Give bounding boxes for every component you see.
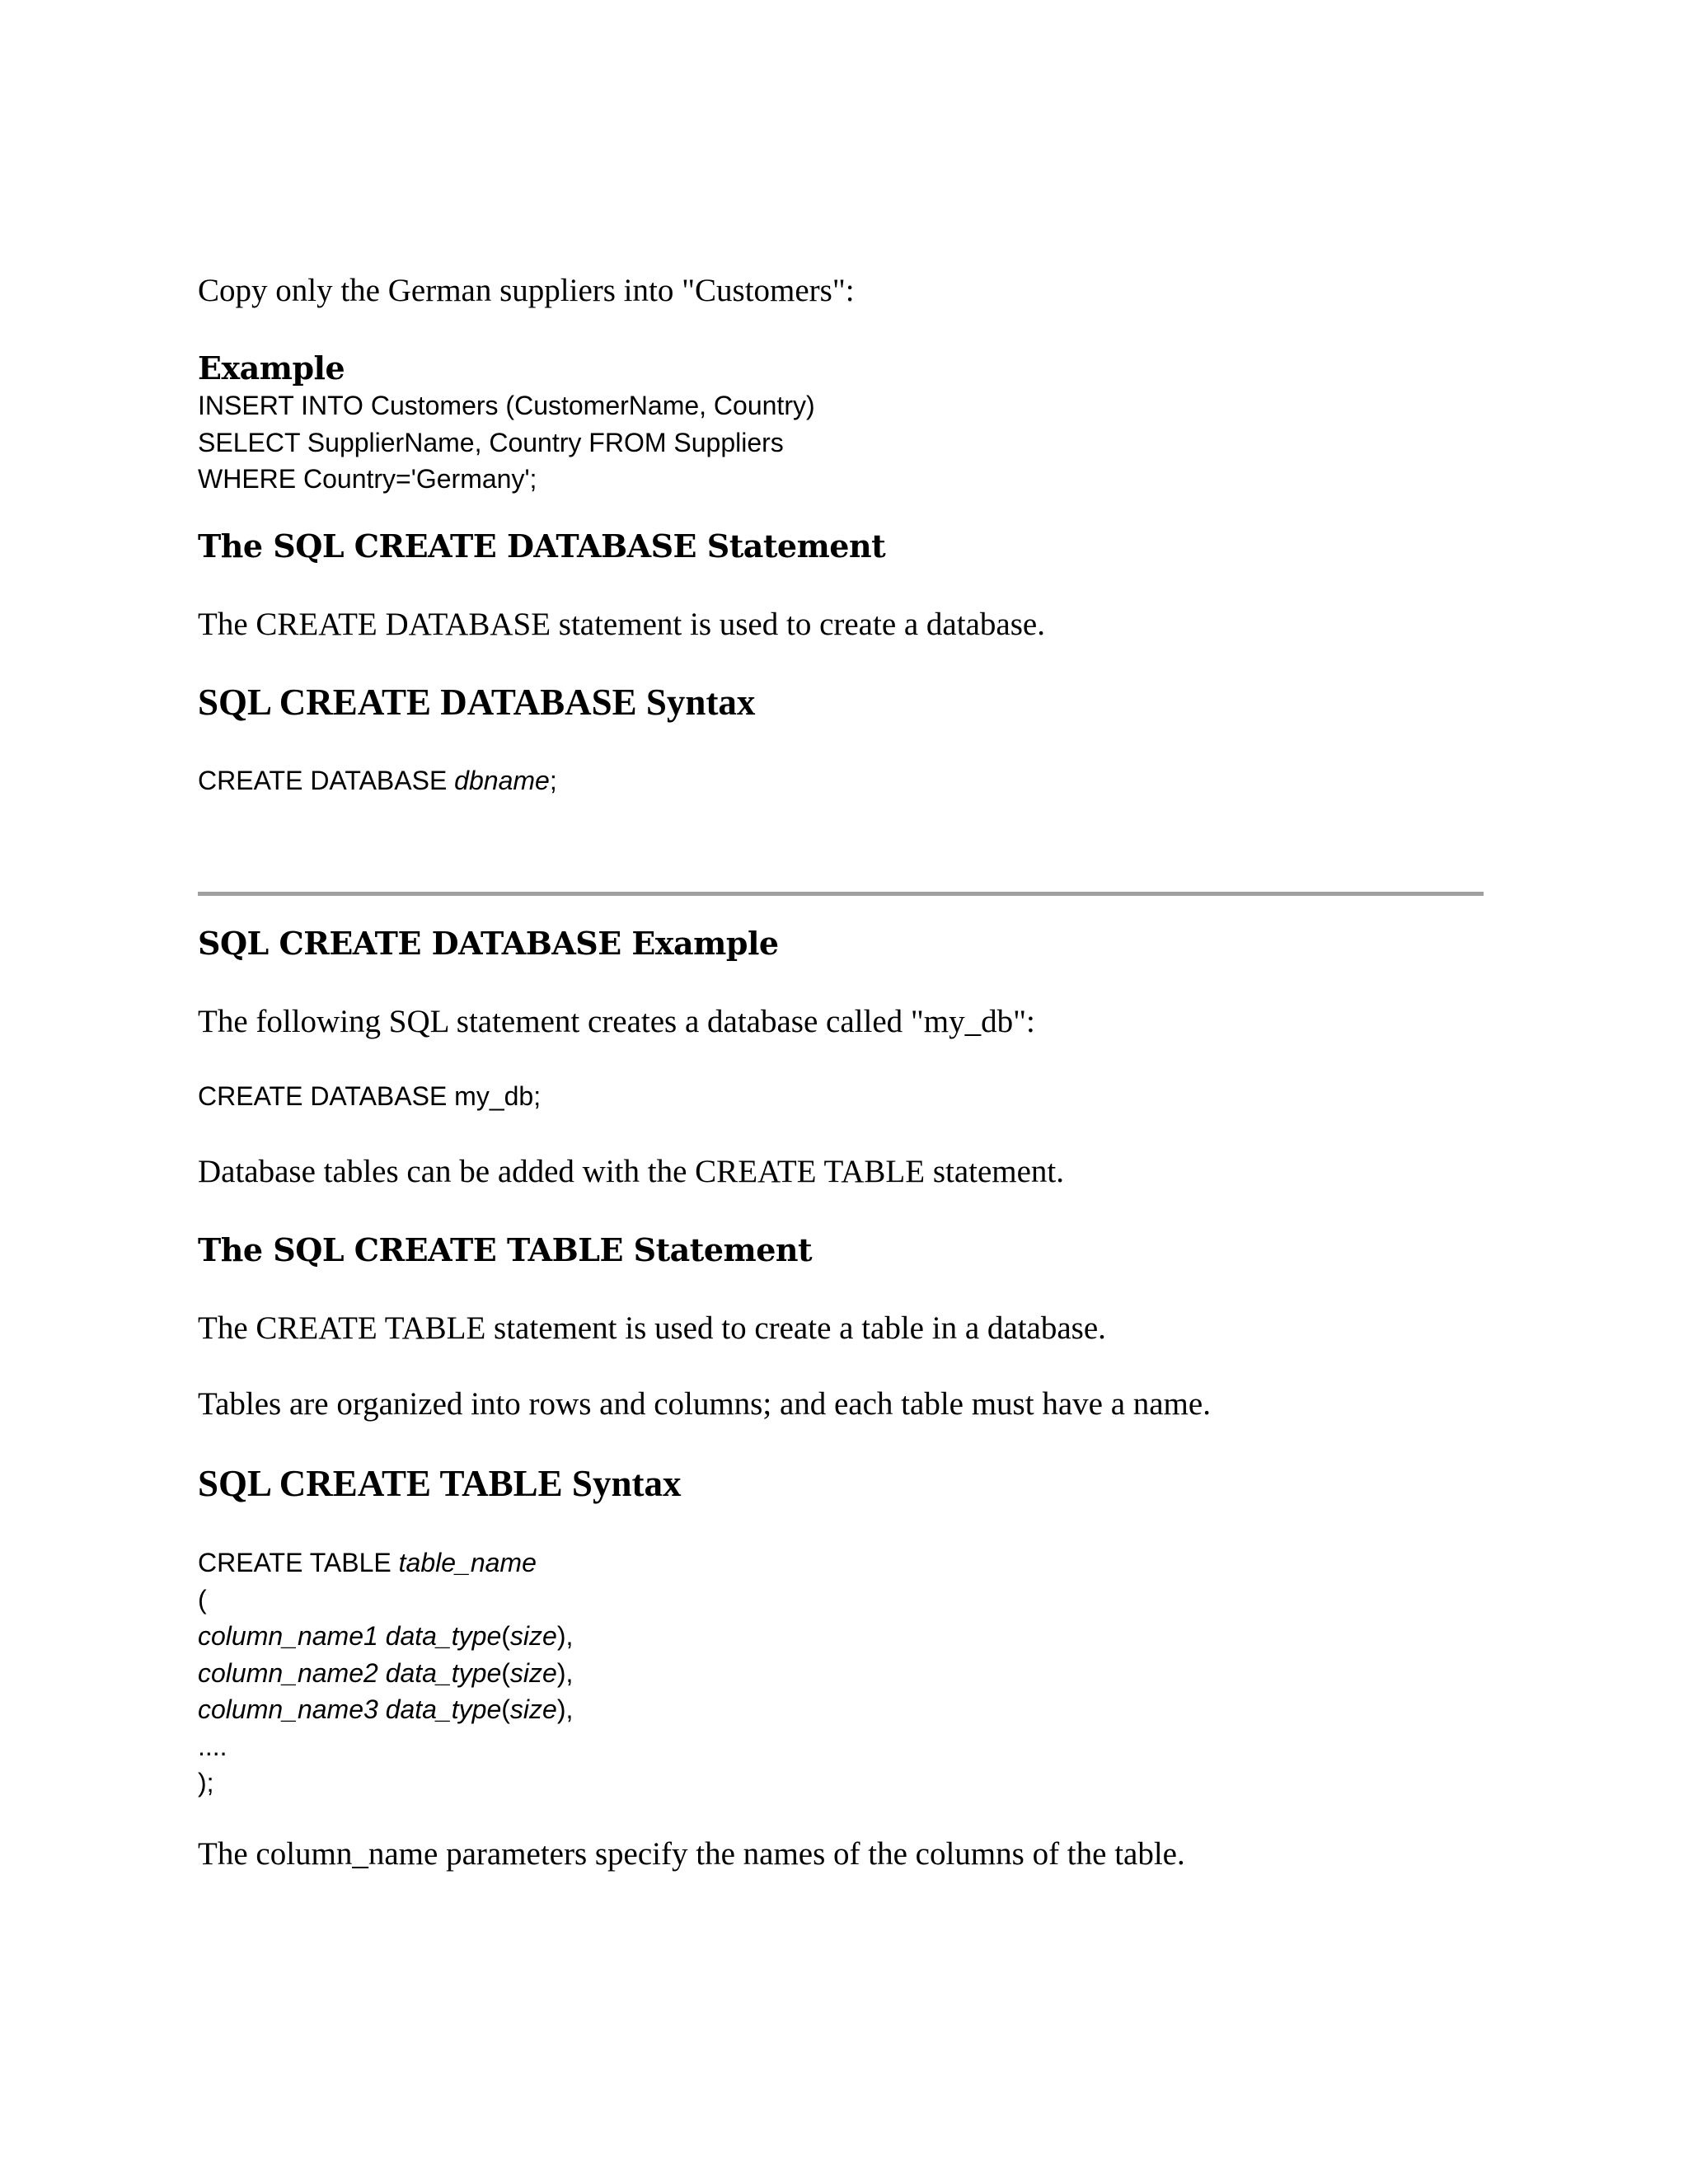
code-line [198, 1655, 573, 1692]
code-line: WHERE Country='Germany'; [198, 464, 537, 494]
create-db-syntax-heading: SQL CREATE DATABASE Syntax [198, 682, 756, 723]
create-db-example-code: CREATE DATABASE my_db; [198, 1081, 542, 1111]
create-table-syntax-code [198, 1544, 573, 1802]
code-terminator: ; [549, 766, 557, 795]
create-table-syntax-heading: SQL CREATE TABLE Syntax [198, 1463, 682, 1504]
code-keyword: CREATE DATABASE [198, 766, 455, 795]
create-db-example-heading: SQL CREATE DATABASE Example [198, 925, 779, 962]
code-param: size [509, 1694, 557, 1724]
create-db-example-note: Database tables can be added with the CREATE TABLE statement. [198, 1154, 1065, 1189]
code-line: ); [198, 1768, 214, 1797]
create-table-organization-text: Tables are organized into rows and columns; and each table must have a name. [198, 1386, 1211, 1422]
code-line: .... [198, 1731, 227, 1761]
code-line [198, 1691, 573, 1728]
code-line [198, 1544, 573, 1582]
code-param: table_name [398, 1548, 537, 1577]
code-line: SELECT SupplierName, Country FROM Suppliers [198, 427, 784, 457]
create-db-example-text: The following SQL statement creates a database called "my_db": [198, 1004, 1035, 1039]
example-code-block [198, 387, 815, 498]
code-param: dbname [454, 766, 550, 795]
create-table-statement-heading: The SQL CREATE TABLE Statement [198, 1231, 813, 1268]
code-line [198, 1618, 573, 1655]
code-param: column_name2 data_type [198, 1657, 502, 1688]
create-table-statement-text: The CREATE TABLE statement is used to create a table in a database. [198, 1310, 1106, 1346]
create-db-syntax-code [198, 762, 557, 799]
code-param: size [509, 1657, 557, 1688]
create-db-statement-heading: The SQL CREATE DATABASE Statement [198, 527, 886, 565]
code-punct: ( [501, 1657, 510, 1688]
code-param: size [509, 1621, 557, 1651]
create-db-statement-text: The CREATE DATABASE statement is used to create a database. [198, 607, 1045, 642]
code-punct: ( [501, 1694, 510, 1724]
code-param: column_name3 data_type [198, 1694, 502, 1724]
code-punct: ), [556, 1694, 574, 1724]
code-punct: ), [556, 1657, 574, 1688]
code-line: INSERT INTO Customers (CustomerName, Country) [198, 391, 815, 420]
code-punct: ), [556, 1621, 574, 1651]
code-keyword: CREATE TABLE [198, 1548, 399, 1577]
code-line: ( [198, 1584, 207, 1615]
intro-text: Copy only the German suppliers into "Customers": [198, 273, 855, 308]
code-punct: ( [501, 1621, 510, 1651]
example-heading: Example [198, 349, 345, 387]
column-name-description: The column_name parameters specify the names of the columns of the table. [198, 1836, 1185, 1872]
code-param: column_name1 data_type [198, 1621, 502, 1651]
horizontal-divider [198, 892, 1484, 896]
